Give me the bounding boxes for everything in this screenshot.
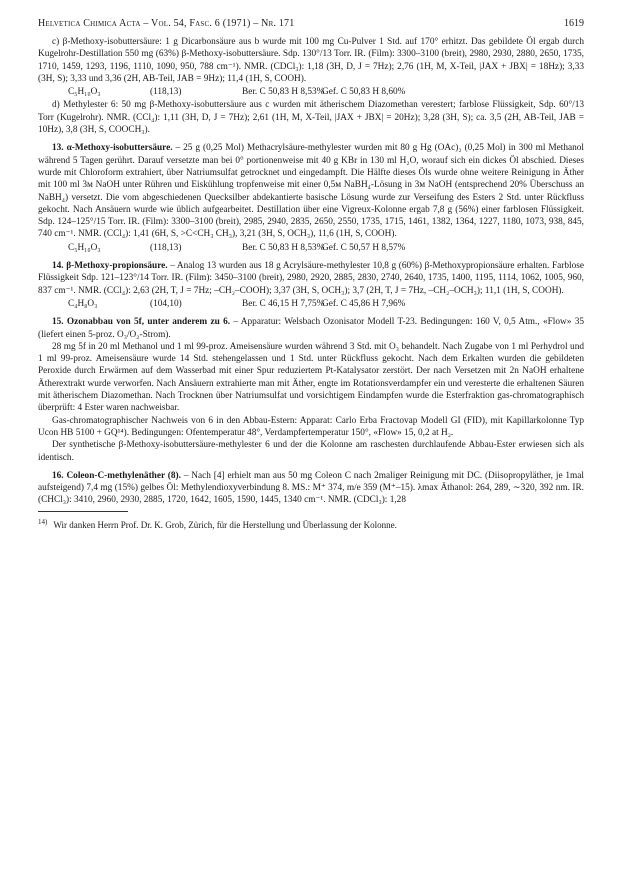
section-14 (38, 260, 584, 297)
section-15-gc: Gas-chromatographischer Nachweis von 6 in den Abbau-Estern: Apparat: Carlo Erba Fractovap Modell GI (FID), mit Kapillarkolonne Typ Ucon HB 5100 + GQ¹⁴). Bedingungen: Ofentemperatur 48°, Verdampfertemperatur 150°, «Flow» 15, 0,2 at H₂. (38, 415, 584, 438)
molecular-weight: (118,13) (150, 242, 182, 253)
section-13-body: – 25 g (0,25 Mol) Methacrylsäure-methylester wurden mit 80 g Hg (OAc)₂ (0,25 Mol) in 300 ml Methanol während 5 Tagen gerührt. Darauf versetzte man bei 0° portionenweise mit 40 g KBr in 130 ml H₂O, worauf sich ein dickes Öl abschied. Dieses wurde mit Chloroform extrahiert, über Natriumsulfat getrocknet und eingedampft. Die Hälfte dieses Öls wurde ohne weitere Reinigung in Äther mit 100 ml 3м NaOH unter Rühren und Eiskühlung tropfenweise mit einer 0,5м NaBH₄-Lösung in 3м NaOH (entsprechend 20% Überschuss an NaBH₄) versetzt. Die vom abgeschiedenen Quecksilber abdekantierte basische Lösung wurde zur Verseifung des Esters 2 Std. unter Rückfluss gekocht. Nach Ansäuern wurde wie üblich aufgearbeitet. Destillation über eine Vigreux-Kolonne ergab 7,8 g (56%) einer farblosen Flüssigkeit. Sdp. 124–125°/15 Torr. IR. (Film): 3300–3100 (breit), 2985, 2940, 2835, 2650, 2550, 1735, 1715, 1461, 1382, 1364, 1227, 1180, 1073, 938, 845, 740 cm⁻¹. NMR. (CCl₄): 1,41 (6H, S, >C<CH₃ CH₃), 3,21 (3H, S, OCH₃), 11,6 (1H, S, COOH). (38, 143, 584, 240)
calculated-values: Ber. C 50,83 H 8,53% (242, 87, 325, 98)
footnote (38, 516, 584, 531)
molecular-weight: (104,10) (150, 298, 182, 309)
paragraph-d: d) Methylester 6: 50 mg β-Methoxy-isobuttersäure aus c wurden mit ätherischem Diazomethan verestert; farblose Flüssigkeit, Sdp. 60°/13 Torr (Kugelrohr). NMR. (CCl₄): 1,11 (3H, D, J = 7Hz); 2,61 (1H, M, X-Teil, |JAX + JBX| = 20Hz); 3,28 (3H, S); ca. 3,5 (2H, AB-Teil, JAB = 10Hz), 3,8 (3H, S, COOCH₃). (38, 100, 584, 136)
elemental-analysis-c (38, 86, 584, 98)
footnote-text: Wir danken Herrn Prof. Dr. K. Grob, Zürich, für die Herstellung und Überlassung der Kolonne. (53, 519, 397, 530)
section-13 (38, 142, 584, 240)
elemental-analysis-14 (38, 298, 584, 310)
calculated-values: Ber. C 46,15 H 7,75% (242, 298, 325, 309)
running-header (38, 18, 584, 32)
section-16-heading: 16. Coleon-C-methylenäther (8). (52, 470, 181, 481)
section-15-procedure: 28 mg 5f in 20 ml Methanol und 1 ml 99-proz. Ameisensäure wurden während 3 Std. mit O₃ behandelt. Nach Zugabe von 1 ml Perhydrol und 1 ml 99-proz. Ameisensäure wurde 14 Std. stehengelassen und 1 Std. unter Rückfluss gekocht. Nach dem Erkalten wurden die gebildeten Peroxide durch Erwärmen auf dem Wasserbad mit einer Spur reduziertem Pt-Katalysator zerstört. Der nach Versetzen mit 2n NaOH erhaltene Ätherextrakt wurde verworfen. Nach Ansäuern extrahierte man mit Äther, engte im Rotationsverdampfer ein und veresterte die erhaltenen Säuren mit ätherischem Diazomethan. Nach Trocknen über Natriumsulfat und vorsichtigem Eindampfen wurde die Esterfraktion gas-chromatographisch überprüft: 4 Ester waren nachweisbar. (38, 341, 584, 414)
found-values: Gef. C 45,86 H 7,96% (322, 298, 406, 309)
section-15-body: – Apparatur: Welsbach Ozonisator Modell T-23. Bedingungen: 160 V, 0,5 Atm., «Flow» 35 (liefert einen 5-proz. O₃/O₂-Strom). (38, 317, 584, 340)
section-14-body: – Analog 13 wurden aus 18 g Acrylsäure-methylester 10,8 g (60%) β-Methoxypropionsäure erhalten. Farblose Flüssigkeit Sdp. 121–123°/14 Torr. IR. (Film): 3450–3100 (breit), 2980, 2920, 2885, 2830, 2740, 2640, 1735, 1400, 1195, 1114, 1062, 1005, 960, 837 cm⁻¹. NMR. (CCl₄): 2,63 (2H, T, J = 7Hz; –CH₂–COOH); 3,37 (3H, S, OCH₃); 3,7 (2H, T, J = 7Hz, –CH₂–OCH₃); 11,1 (1H, S, COOH). (38, 261, 584, 296)
molecular-formula: C₅H₁₀O₃ (68, 242, 101, 253)
section-15 (38, 316, 584, 341)
molecular-formula: C₅H₁₀O₃ (68, 87, 101, 98)
section-15-heading: 15. Ozonabbau von 5f, unter anderem zu 6. (52, 317, 231, 328)
molecular-weight: (118,13) (150, 87, 182, 98)
footnote-rule (38, 511, 128, 512)
paragraph-c: c) β-Methoxy-isobuttersäure: 1 g Dicarbonsäure aus b wurde mit 100 mg Cu-Pulver 1 Std. auf 170° erhitzt. Das gebildete Öl ergab durch Kugelrohr-Destillation 550 mg (63%) β-Methoxy-isobuttersäure. Sdp. 130°/13 Torr. IR. (Film): 3300–3100 (breit), 2980, 2930, 2880, 2650, 1735, 1710, 1459, 1293, 1196, 1110, 1090, 950, 788 cm⁻¹). NMR. (CDCl₃): 1,18 (3H, D, J = 7Hz); 2,76 (1H, M, X-Teil, |JAX + JBX| = 18Hz); 3,33 (3H, S); 3,33 und 3,36 (2H, AB-Teil, JAB = 9Hz); 11,4 (1H, S, COOH). (38, 37, 584, 84)
journal-page (38, 18, 584, 531)
found-values: Gef. C 50,57 H 8,57% (322, 242, 406, 253)
found-values: Gef. C 50,83 H 8,60% (322, 87, 406, 98)
footnote-number: 14) (38, 517, 48, 526)
page-number: 1619 (564, 18, 584, 29)
section-13-heading: 13. α-Methoxy-isobuttersäure. (52, 143, 173, 154)
elemental-analysis-13 (38, 242, 584, 254)
molecular-formula: C₄H₈O₃ (68, 298, 98, 309)
section-16 (38, 470, 584, 507)
journal-title: Helvetica Chimica Acta – Vol. 54, Fasc. 6 (1971) – Nr. 171 (38, 18, 295, 29)
section-14-heading: 14. β-Methoxy-propionsäure. (52, 261, 168, 272)
section-16-body: – Nach [4] erhielt man aus 50 mg Coleon C nach 2maliger Reinigung mit DC. (Diisopropyläther, je 1mal aufsteigend) 7,4 mg (15%) gelbes Öl: Methylendioxyverbindung 8. MS.: M⁺ 374, m/e 359 (M⁺–15). λmax Äthanol: 264, 289, ∼320, 392 nm. IR. (CHCl₃): 3410, 2960, 2930, 2885, 1720, 1642, 1605, 1590, 1445, 1340 cm⁻¹. NMR. (CDCl₃): 1,28 (38, 470, 585, 506)
section-15-result: Der synthetische β-Methoxy-isobuttersäure-methylester 6 und der die Kolonne am raschesten durchlaufende Abbau-Ester erwiesen sich als identisch. (38, 440, 584, 463)
calculated-values: Ber. C 50,83 H 8,53% (242, 242, 325, 253)
